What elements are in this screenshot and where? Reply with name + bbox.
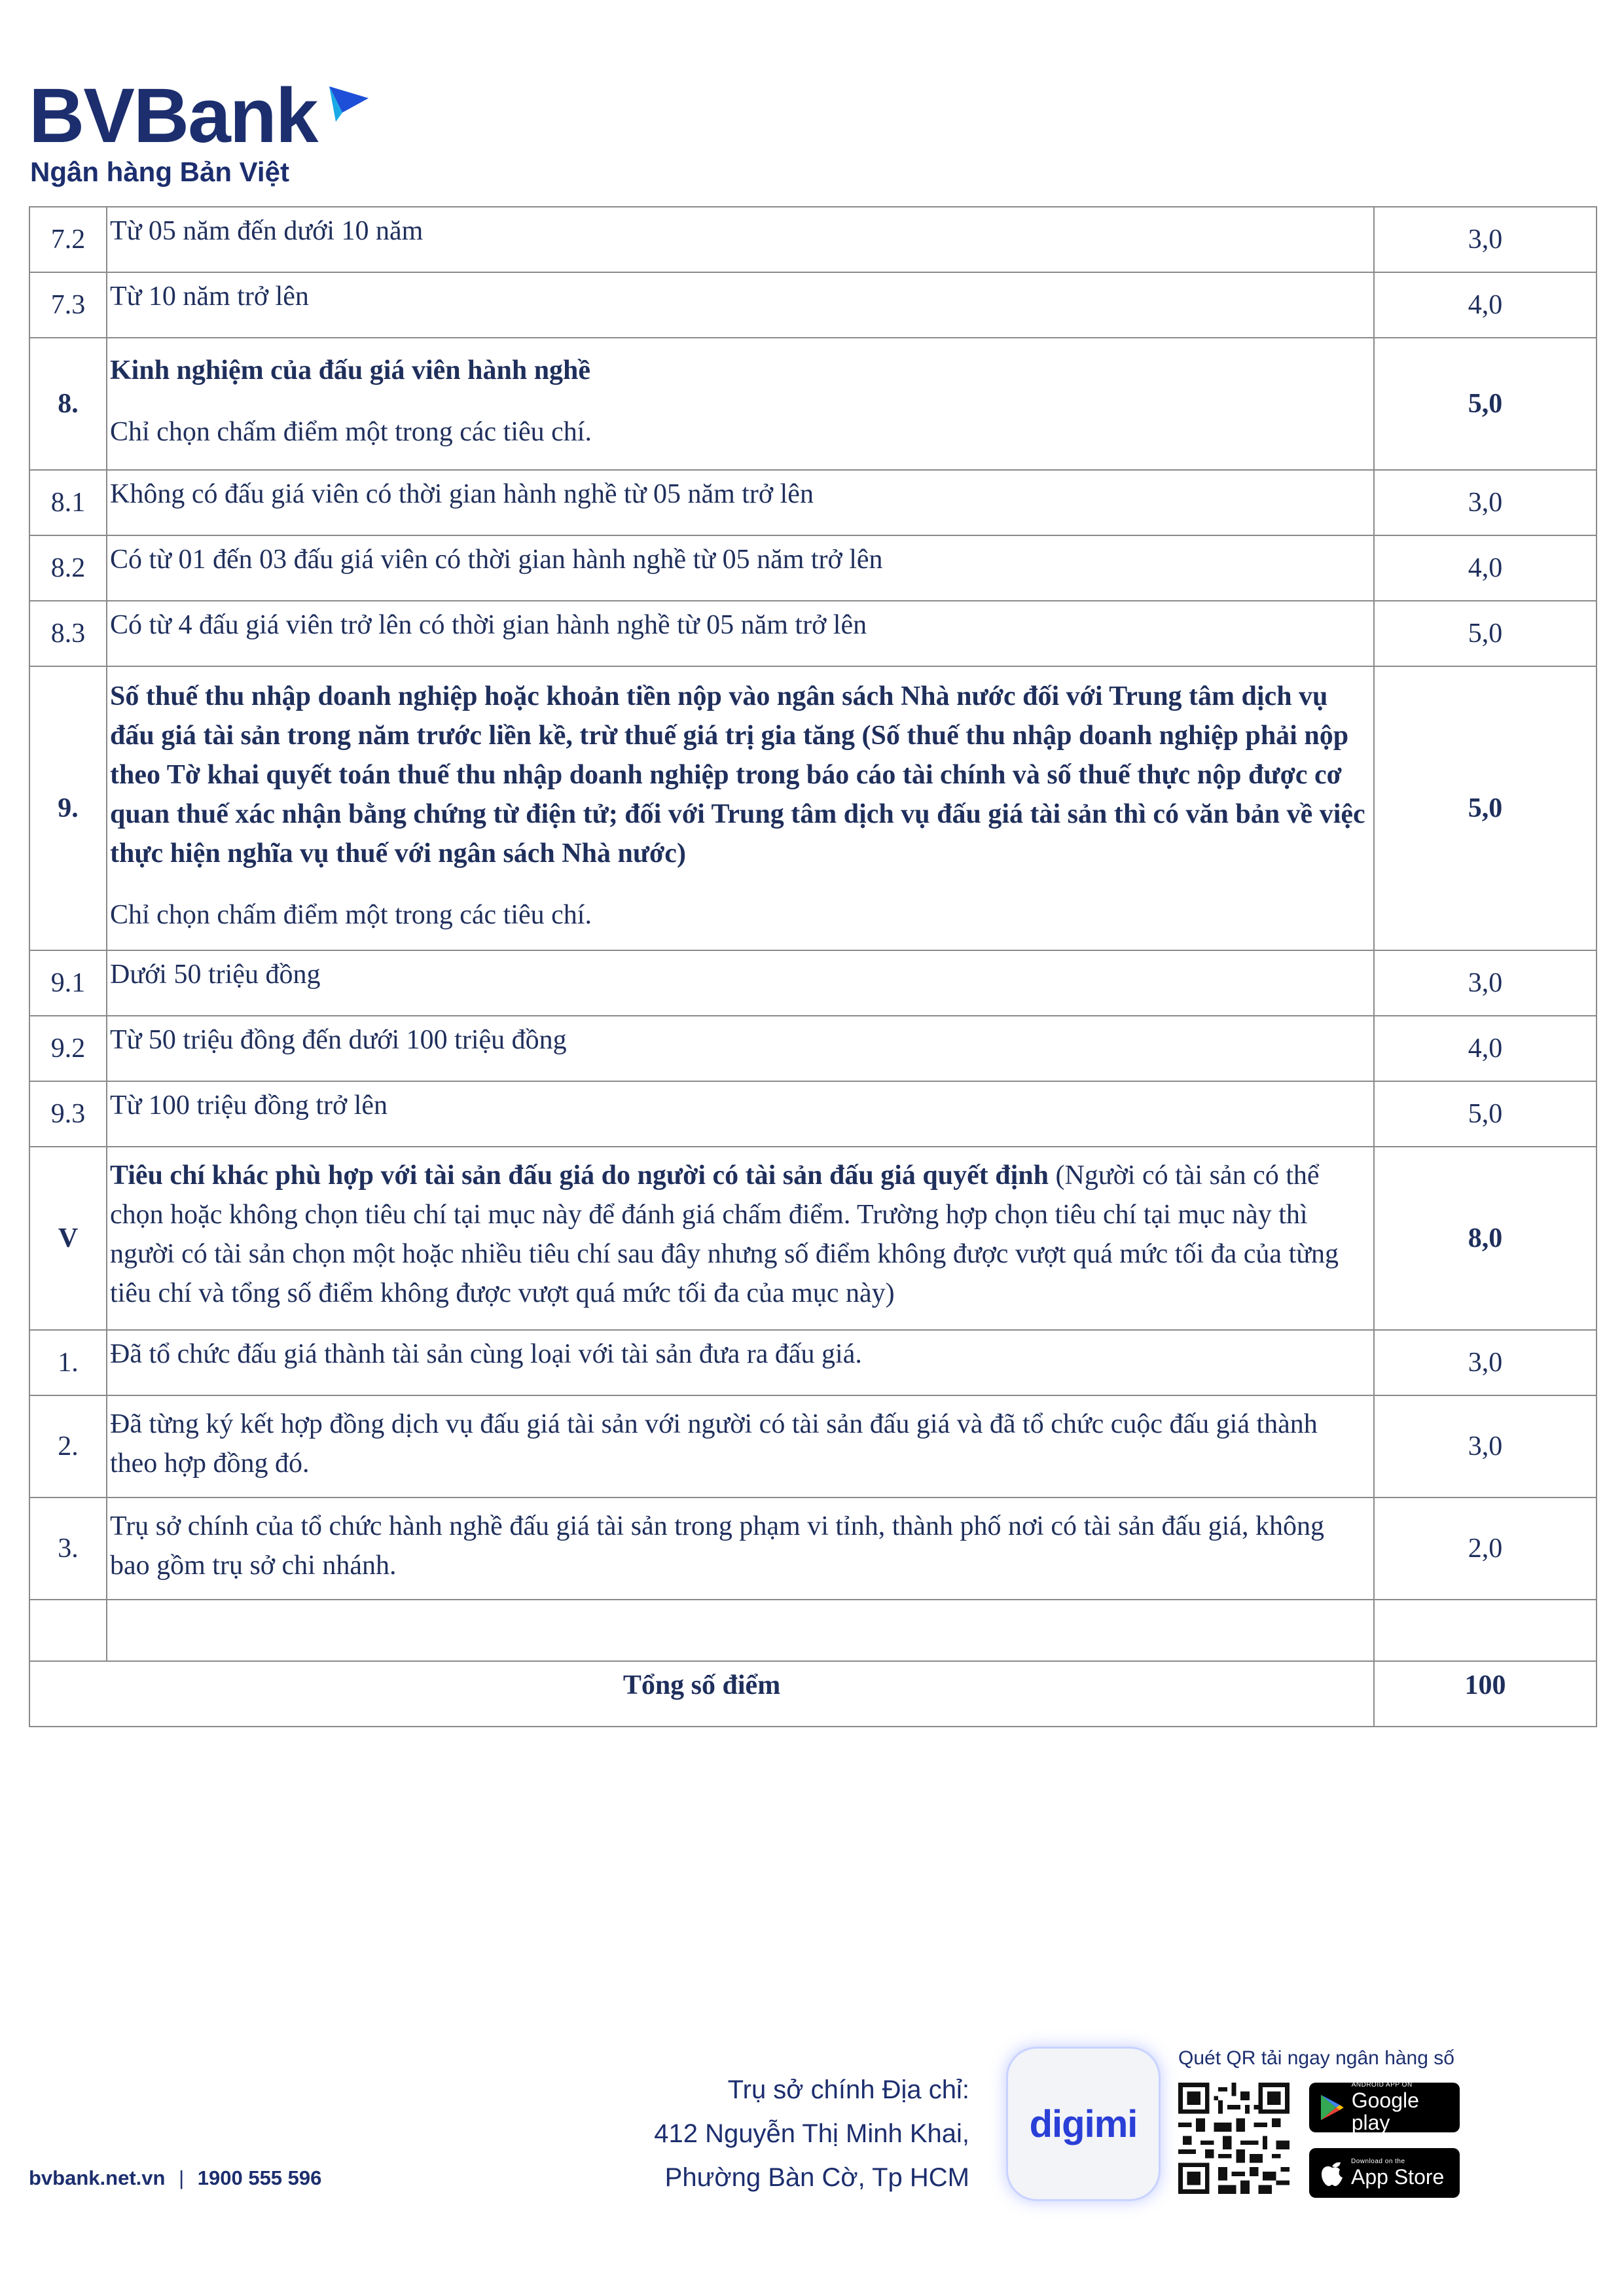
google-play-small-text: ANDROID APP ON	[1351, 2081, 1413, 2089]
row-content: Có từ 01 đến 03 đấu giá viên có thời gian hành nghề từ 05 năm trở lên	[107, 535, 1374, 601]
row-points: 5,0	[1374, 601, 1597, 666]
google-play-icon	[1320, 2093, 1345, 2122]
table-row	[29, 1147, 1597, 1330]
row-content	[107, 1147, 1374, 1330]
total-row	[29, 1661, 1597, 1727]
table-row	[29, 207, 1597, 272]
google-play-label: Google play	[1351, 2089, 1419, 2134]
qr-code-icon[interactable]	[1178, 2083, 1290, 2194]
row-points: 3,0	[1374, 1395, 1597, 1498]
row-content: Không có đấu giá viên có thời gian hành nghề từ 05 năm trở lên	[107, 470, 1374, 535]
table-row	[29, 470, 1597, 535]
empty-row	[29, 1600, 1597, 1661]
section-title: Kinh nghiệm của đấu giá viên hành nghề	[110, 355, 591, 386]
apple-icon	[1320, 2159, 1344, 2187]
section-description: (Người có tài sản có thể chọn hoặc không chọn tiêu chí tại mục này để đánh giá chấm điểm. Trường hợp chọn tiêu chí tại mục này thì người có tài sản chọn một hoặc nhiều tiêu chí sau đây nhưng số điểm không được vượt quá mức tối đa của từng tiêu chí và tổng số điểm không được vượt quá mức tối đa của mục này)	[110, 1160, 1339, 1308]
qr-caption: Quét QR tải ngay ngân hàng số	[1178, 2047, 1454, 2069]
row-points: 3,0	[1374, 1330, 1597, 1395]
address-label: Trụ sở chính Địa chỉ:	[727, 2075, 969, 2104]
scoring-table	[29, 206, 1597, 1727]
footer-separator: |	[179, 2166, 185, 2189]
hotline: 1900 555 596	[197, 2166, 322, 2189]
table-row	[29, 1081, 1597, 1147]
table-row	[29, 1016, 1597, 1081]
section-title: Số thuế thu nhập doanh nghiệp hoặc khoản tiền nộp vào ngân sách Nhà nước đối với Trung tâm dịch vụ đấu giá tài sản trong năm trước liền kề, trừ thuế giá trị gia tăng (Số thuế thu nhập doanh nghiệp phải nộp theo Tờ khai quyết toán thuế thu nhập doanh nghiệp trong báo cáo tài chính và số thuế thực nộp được cơ quan thuế xác nhận bằng chứng từ điện tử; đối với Trung tâm dịch vụ đấu giá tài sản thì có văn bản về việc thực hiện nghĩa vụ thuế với ngân sách Nhà nước)	[110, 681, 1365, 869]
section-note: Chỉ chọn chấm điểm một trong các tiêu chí.	[110, 417, 592, 447]
logo-triangle-icon	[327, 84, 371, 124]
app-name: digimi	[1029, 2102, 1138, 2145]
table-row	[29, 272, 1597, 338]
row-number: 8.2	[29, 535, 107, 601]
row-number: 9.1	[29, 950, 107, 1016]
row-points: 4,0	[1374, 1016, 1597, 1081]
app-store-small-text: Download on the	[1351, 2158, 1405, 2165]
row-content: Đã từng ký kết hợp đồng dịch vụ đấu giá tài sản với người có tài sản đấu giá và đã tổ chức cuộc đấu giá thành theo hợp đồng đó.	[107, 1395, 1374, 1498]
row-number: 9.3	[29, 1081, 107, 1147]
brand-name: BVBank	[29, 73, 317, 159]
table-row	[29, 1330, 1597, 1395]
row-points: 5,0	[1374, 338, 1597, 470]
app-store-button[interactable]	[1309, 2148, 1460, 2198]
table-row	[29, 535, 1597, 601]
row-points: 5,0	[1374, 1081, 1597, 1147]
row-content: Dưới 50 triệu đồng	[107, 950, 1374, 1016]
address-line-1: 412 Nguyễn Thị Minh Khai,	[654, 2119, 969, 2148]
table-row	[29, 666, 1597, 950]
row-points: 3,0	[1374, 207, 1597, 272]
bvbank-logo	[29, 73, 369, 188]
table-row	[29, 338, 1597, 470]
brand-tagline: Ngân hàng Bản Việt	[30, 156, 289, 187]
total-value: 100	[1374, 1661, 1597, 1727]
table-row	[29, 601, 1597, 666]
section-title: Tiêu chí khác phù hợp với tài sản đấu giá do người có tài sản đấu giá quyết định	[110, 1160, 1049, 1191]
row-points: 4,0	[1374, 535, 1597, 601]
table-row	[29, 1395, 1597, 1498]
row-content: Trụ sở chính của tổ chức hành nghề đấu giá tài sản trong phạm vi tỉnh, thành phố nơi có tài sản đấu giá, không bao gồm trụ sở chi nhánh.	[107, 1498, 1374, 1600]
digimi-app-icon[interactable]	[1008, 2049, 1159, 2199]
total-label: Tổng số điểm	[29, 1661, 1374, 1727]
row-number: 8.3	[29, 601, 107, 666]
address-line-2: Phường Bàn Cờ, Tp HCM	[664, 2163, 969, 2192]
row-points: 8,0	[1374, 1147, 1597, 1330]
row-number: 2.	[29, 1395, 107, 1498]
row-content: Có từ 4 đấu giá viên trở lên có thời gian hành nghề từ 05 năm trở lên	[107, 601, 1374, 666]
row-content: Từ 50 triệu đồng đến dưới 100 triệu đồng	[107, 1016, 1374, 1081]
table-row	[29, 950, 1597, 1016]
row-number: 9.2	[29, 1016, 107, 1081]
row-number: 7.3	[29, 272, 107, 338]
app-store-label: App Store	[1351, 2165, 1445, 2189]
row-content	[107, 338, 1374, 470]
row-points: 3,0	[1374, 470, 1597, 535]
row-number: 3.	[29, 1498, 107, 1600]
row-number: 8.1	[29, 470, 107, 535]
row-content	[107, 666, 1374, 950]
row-content: Từ 100 triệu đồng trở lên	[107, 1081, 1374, 1147]
row-number: 1.	[29, 1330, 107, 1395]
row-content: Từ 10 năm trở lên	[107, 272, 1374, 338]
row-points: 5,0	[1374, 666, 1597, 950]
row-number: 7.2	[29, 207, 107, 272]
row-content: Đã tổ chức đấu giá thành tài sản cùng loại với tài sản đưa ra đấu giá.	[107, 1330, 1374, 1395]
row-points: 4,0	[1374, 272, 1597, 338]
row-number: 9.	[29, 666, 107, 950]
row-content: Từ 05 năm đến dưới 10 năm	[107, 207, 1374, 272]
row-points: 3,0	[1374, 950, 1597, 1016]
section-note: Chỉ chọn chấm điểm một trong các tiêu chí.	[110, 900, 592, 930]
website-link[interactable]: bvbank.net.vn	[29, 2166, 166, 2189]
table-row	[29, 1498, 1597, 1600]
row-points: 2,0	[1374, 1498, 1597, 1600]
footer-contact	[29, 2166, 321, 2190]
row-number: V	[29, 1147, 107, 1330]
row-number: 8.	[29, 338, 107, 470]
google-play-button[interactable]	[1309, 2083, 1460, 2132]
head-office-address	[654, 2068, 969, 2200]
